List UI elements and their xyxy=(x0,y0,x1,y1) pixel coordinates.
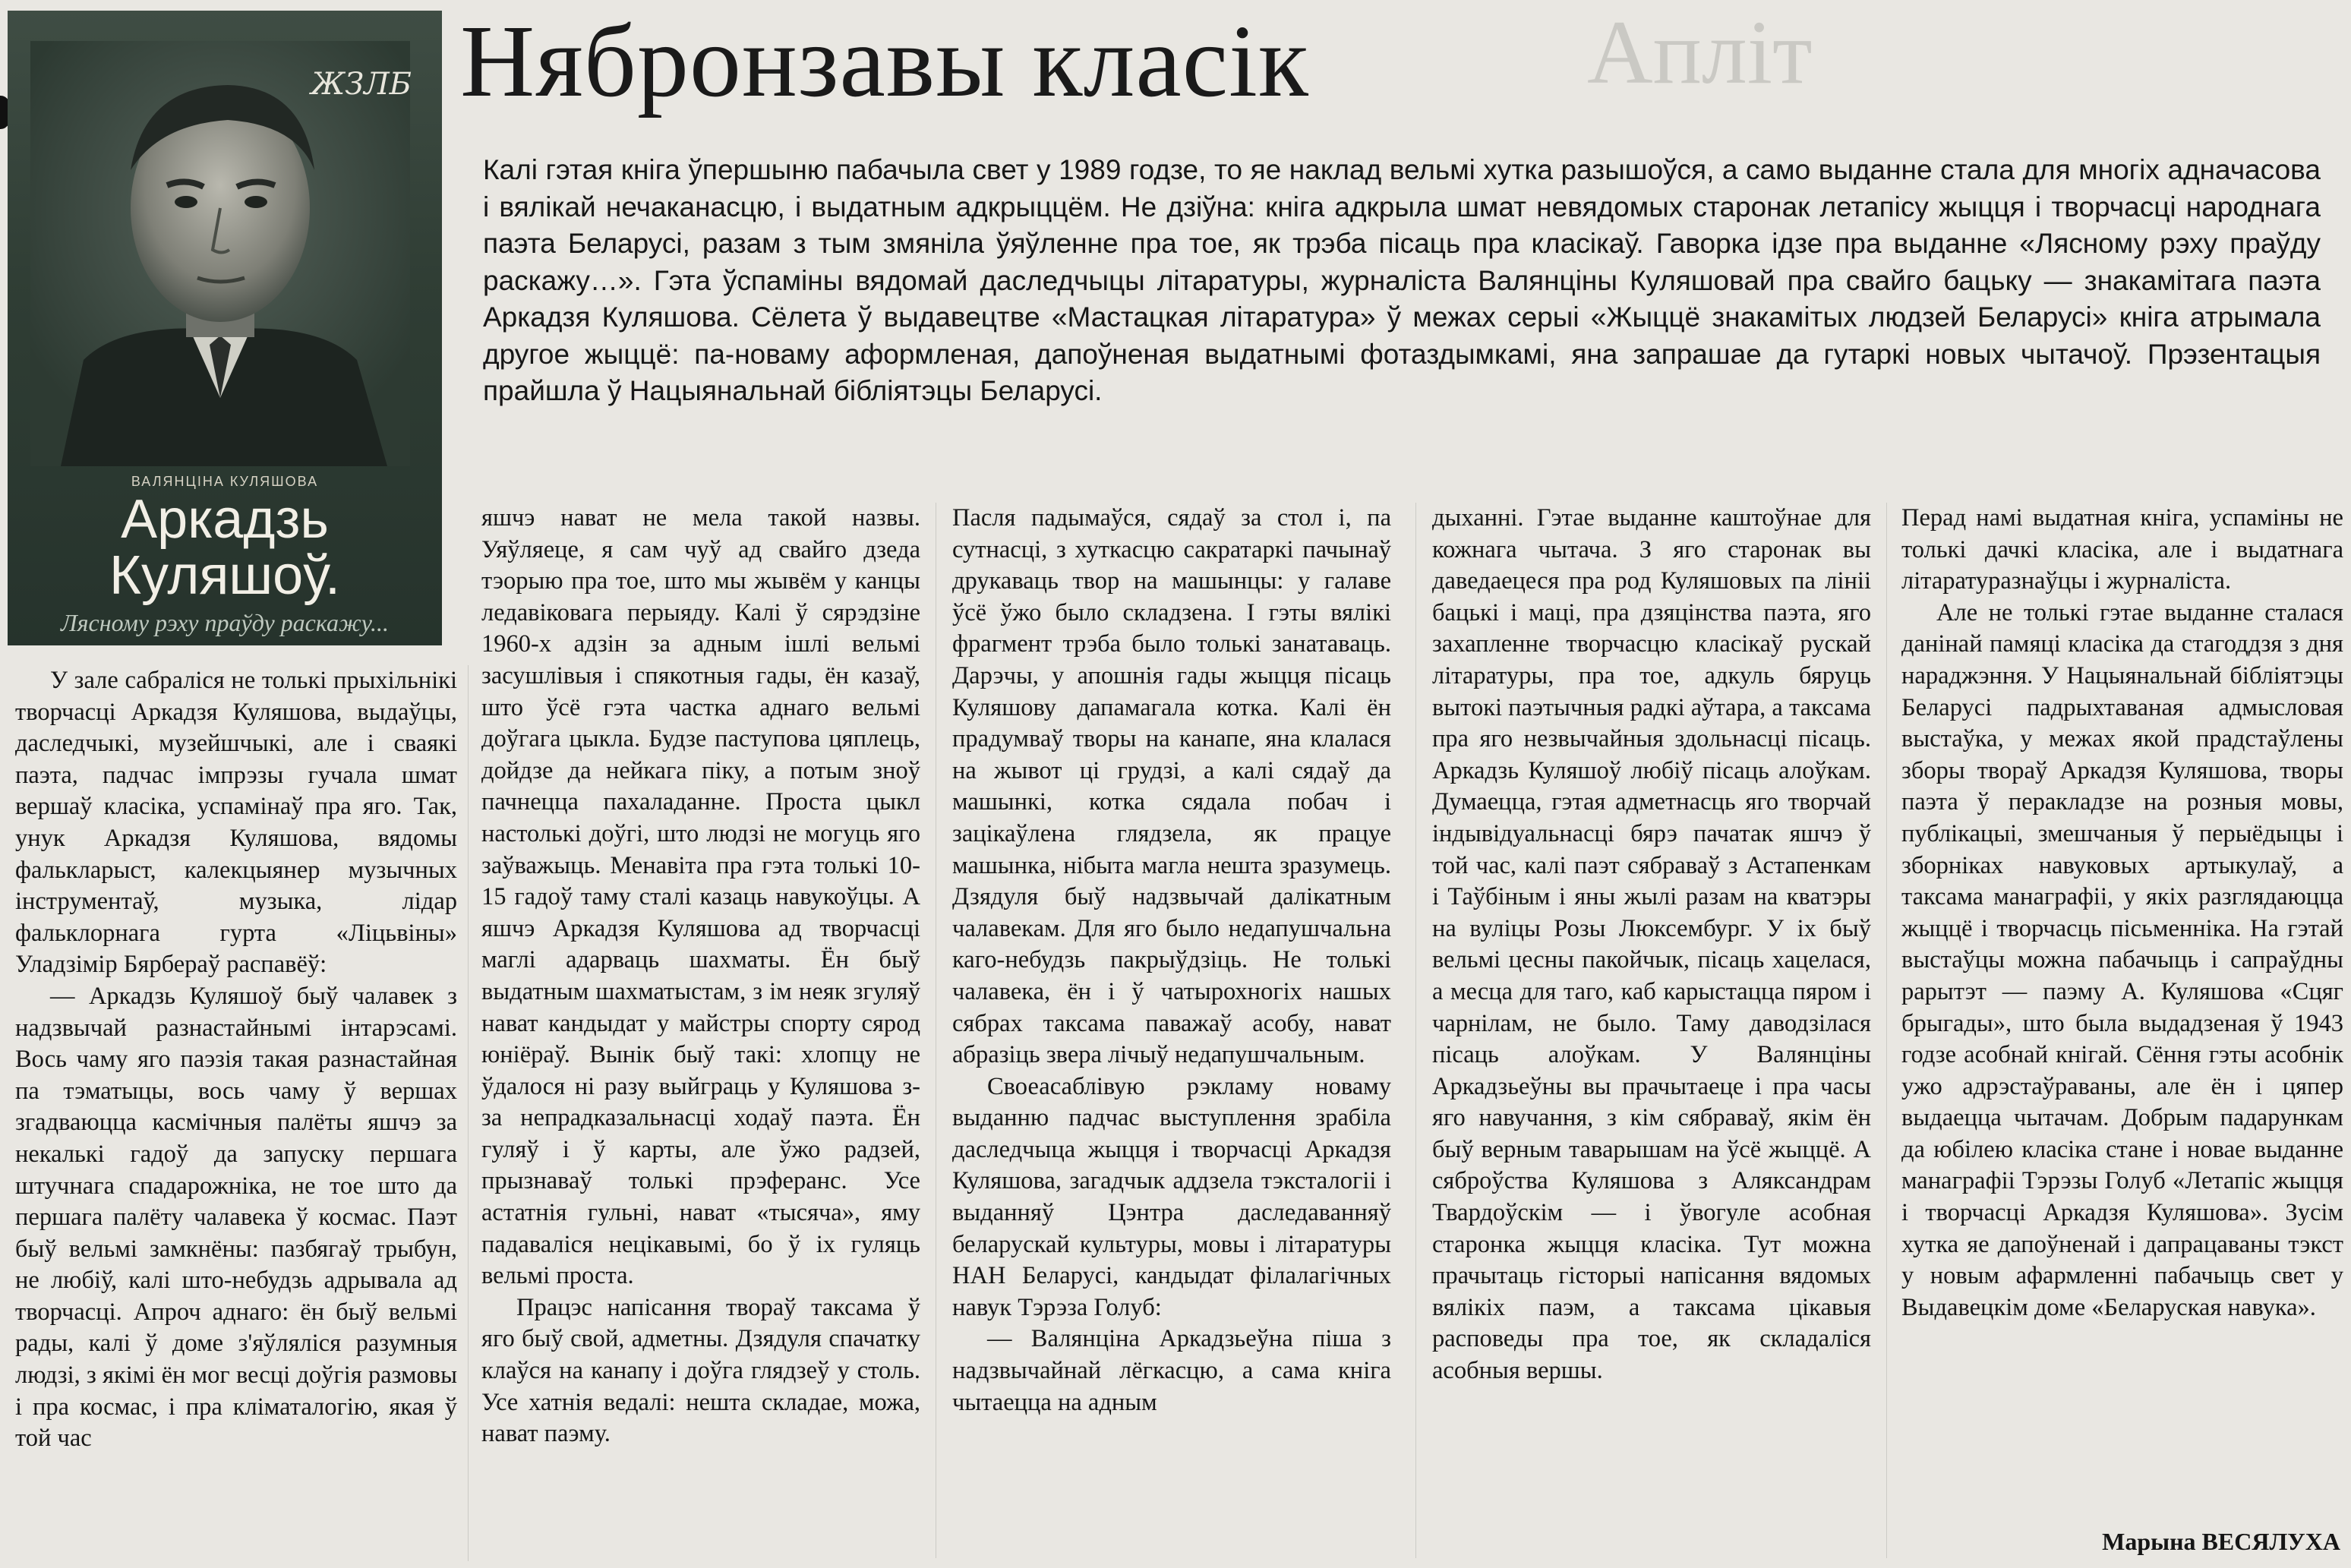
article-column-2 xyxy=(481,503,920,1566)
paragraph: яшчэ нават не мела такой назвы. Уяўляеце, я сам чуў ад свайго дзеда тэорыю пра тое, што мы жывём у канцы ледавіковага перыяду. Калі ў сярэдзіне 1960-х адзін за адным ішлі вельмі засушлівыя і спякотныя гады, ён казаў, што ўсё гэта частка аднаго вельмі доўгага цыкла. Будзе паступова цяплець, дойдзе да нейкага піку, а потым зноў пачнецца пахаладанне. Проста цыкл настолькі доўгі, што людзі не могуць яго заўважыць. Менавіта пра гэта толькі 10-15 гадоў таму сталі казаць навукоўцы. А яшчэ Аркадзя Куляшова ад творчасці маглі адарваць шахматы. Ён быў выдатным шахматыстам, з ім неяк згуляў нават кандыдат у майстры спорту сярод юніёраў. Вынік быў такі: хлопцу не ўдалося ні разу выйграць у Куляшова з-за непрадказальнасці ходаў паэта. Ён гуляў і ў карты, але ўжо радзей, прызнаваў толькі прэферанс. Усе астатнія гульні, нават «тысяча», яму падаваліся нецікавымі, бо ў іх гуляць вельмі проста. xyxy=(481,504,920,1290)
paragraph: У зале сабраліся не толькі прыхільнікі творчасці Аркадзя Куляшова, выдаўцы, даследчыкі, музейшчыкі, але і сваякі паэта, падчас імпрэзы гучала шмат вершаў класіка, успамінаў пра яго. Так, унук Аркадзя Куляшова, вядомы фалькларыст, калекцыянер музычных інструментаў, музыка, лідар фальклорнага гурта «Ліцьвіны» Уладзімір Бярбераў распавёў: xyxy=(15,667,457,979)
series-logo: ЖЗЛБ xyxy=(311,67,412,102)
paragraph: Але не толькі гэтае выданне сталася данінай памяці класіка да стагоддзя з дня нараджэння. У Нацыянальнай бібліятэцы Беларусі падрыхтаваная адмысловая выстаўка, у межах якой прадстаўлены зборы твораў Аркадзя Куляшова, творы паэта ў перакладзе на розныя мовы, публікацыі, змешчаныя ў перыёдыцы і зборніках навуковых артыкулаў, а таксама манаграфіі, у якіх разглядаюцца жыццё і творчасць пісьменніка. На гэтай выстаўцы можна пабачыць і сапраўдны рарытэт — паэму А. Куляшова «Сцяг брыгады», што была выдадзеная ў 1943 годзе асобнай кнігай. Сёння гэты асобнік ужо адрэстаўраваны, але ён і цяпер выдаецца чытачам. Добрым падарункам да юбілею класіка стане і новае выданне манаграфіі Тэрэзы Голуб «Летапіс жыцця і творчасці Аркадзя Куляшова». Зусім хутка яе дапоўненай і дапрацаваны тэкст у новым афармленні пабачыць свет у Выдавецкім доме «Беларуская навука». xyxy=(1901,598,2343,1321)
paragraph: Пасля падымаўся, сядаў за стол і, па сутнасці, з хуткасцю сакратаркі пачынаў друкаваць твор на машынцы: у галаве ўсё ўжо было складзена. І гэты вялікі фрагмент трэба было толькі занатаваць. Дарэчы, у апошнія гады жыцця пісаць Куляшову дапамагала котка. Калі ён прадумваў творы на канапе, яна клалася на жывот ці грудзі, а калі сядаў да машынкі, котка сядала побач і зацікаўлена глядзела, як працуе машынка, нібыта магла нешта зразумець. Дзядуля быў надзвычай далікатным чалавекам. Для яго было недапушчальна каго-небудзь пакрыўдзіць. Не толькі чалавека, ён і ў чатырохногіх нашых сябрах таксама паважаў асобу, нават абразіць звера лічыў недапушчальным. xyxy=(952,504,1391,1069)
cover-subtitle: Лясному рэху праўду раскажу... xyxy=(61,609,389,636)
article-column-1 xyxy=(15,665,457,1561)
paragraph: Перад намі выдатная кніга, успаміны не толькі дачкі класіка, але і выдатнага літаратуразнаўцы і журналіста. xyxy=(1901,504,2343,595)
column-rule xyxy=(468,665,469,1561)
lead-text: Калі гэтая кніга ўпершыню пабачыла свет у 1989 годзе, то яе наклад вельмі хутка разышоўся, а само выданне стала для многіх адначасова і вялікай нечаканасцю, і выдатным адкрыццём. Не дзіўна: кніга адкрыла шмат невядомых старонак летапісу жыцця і творчасці народнага паэта Беларусі, разам з тым змяніла ўяўленне пра тое, як трэба пісаць пра класікаў. Гаворка ідзе пра выданне «Лясному рэху праўду раскажу…». Гэта ўспаміны вядомай даследчыцы літаратуры, журналіста Валянціны Куляшовай пра свайго бацьку — знакамітага паэта Аркадзя Куляшова. Сёлета ў выдавецтве «Мастацкая літаратура» ў межах серыі «Жыццё знакамітых людзей Беларусі» кніга атрымала другое жыццё: па-новаму аформленая, дапоўненая выдатнымі фотаздымкамі, яна запрашае да гутаркі новых чытачоў. Прэзентацыя прайшла ў Нацыянальнай бібліятэцы Беларусі. xyxy=(483,154,2321,406)
cover-author-small: ВАЛЯНЦІНА КУЛЯШОВА xyxy=(131,474,319,489)
author-portrait xyxy=(30,41,410,466)
column-rule xyxy=(1886,503,1887,1558)
author-byline: Марына ВЕСЯЛУХА xyxy=(2102,1528,2340,1555)
article-column-4 xyxy=(1432,503,1871,1566)
cover-last-name: Куляшоў. xyxy=(109,545,340,606)
cover-first-name: Аркадзь xyxy=(121,489,329,550)
column-rule xyxy=(1415,503,1416,1558)
paragraph: Своеасаблівую рэкламу новаму выданню падчас выступлення зрабіла даследчыца жыцця і творчасці Аркадзя Куляшова, загадчык аддзела тэксталогіі і выданняў Цэнтра даследаванняў беларускай культуры, мовы і літаратуры НАН Беларусі, кандыдат філалагічных навук Тэрэза Голуб: xyxy=(952,1072,1391,1321)
paragraph: Працэс напісання твораў таксама ў яго быў свой, адметны. Дзядуля спачатку клаўся на канапу і доўга глядзеў у столь. Усе хатнія ведалі: нешта складае, можа, нават паэму. xyxy=(481,1293,920,1448)
headline: Нябронзавы класік xyxy=(460,5,1309,118)
paragraph: — Аркадзь Куляшоў быў чалавек з надзвычай разнастайнымі інтарэсамі. Вось чаму яго паэзія такая разнастайная па тэматыцы, вось чаму ў вершах згадваюцца касмічныя палёты яшчэ за некалькі гадоў да запуску першага штучнага спадарожніка, не тое што да першага палёту чалавека ў космас. Паэт быў вельмі замкнёны: пазбягаў трыбун, не любіў, калі што-небудзь адрывала ад творчасці. Апроч аднаго: ён быў вельмі рады, калі ў доме з'яўляліся разумныя людзі, з якімі ён мог весці доўгія размовы і пра космас, і пра кліматалогію, якая ў той час xyxy=(15,982,457,1453)
lead-paragraph xyxy=(483,152,2321,410)
bleed-through-text: Апліт xyxy=(1587,2,1813,103)
paragraph: — Валянціна Аркадзьеўна піша з надзвычайнай лёгкасцю, а сама кніга чытаецца на адным xyxy=(952,1325,1391,1416)
paragraph: дыханні. Гэтае выданне каштоўнае для кожнага чытача. З яго старонак вы даведаецеся пра род Куляшовых па лініі бацькі і маці, пра дзяцінства паэта, яго захапленне творчасцю класікаў рускай літаратуры, пра тое, адкуль бяруць вытокі паэтычныя радкі аўтара, а таксама пра яго незвычайныя здольнасці пісаць. Аркадзь Куляшоў любіў пісаць алоўкам. Думаецца, гэтая адметнасць яго творчай індывідуальнасці бярэ пачатак яшчэ ў той час, калі паэт сябраваў з Астапенкам і Таўбіным і яны жылі разам на кватэры на вуліцы Розы Люксембург. У іх быў вельмі цесны пакойчык, пісаць хацелася, а месца для таго, каб карыстацца пяром і чарнілам, не было. Таму даводзілася пісаць алоўкам. У Валянціны Аркадзьеўны вы прачытаеце і пра часы яго навучання, з кім сябраваў, якім ён быў верным таварышам на ўсё жыццё. А сяброўства Куляшова з Аляксандрам Твардоўскім — і ўвогуле асобная старонка жыцця класіка. Тут можна прачытаць гісторыі напісання вядомых вялікіх паэм, а таксама цікавыя расповеды пра тое, як складаліся асобныя вершы. xyxy=(1432,504,1871,1385)
article-column-5 xyxy=(1901,503,2343,1535)
article-column-3 xyxy=(952,503,1391,1566)
book-cover xyxy=(8,11,442,645)
